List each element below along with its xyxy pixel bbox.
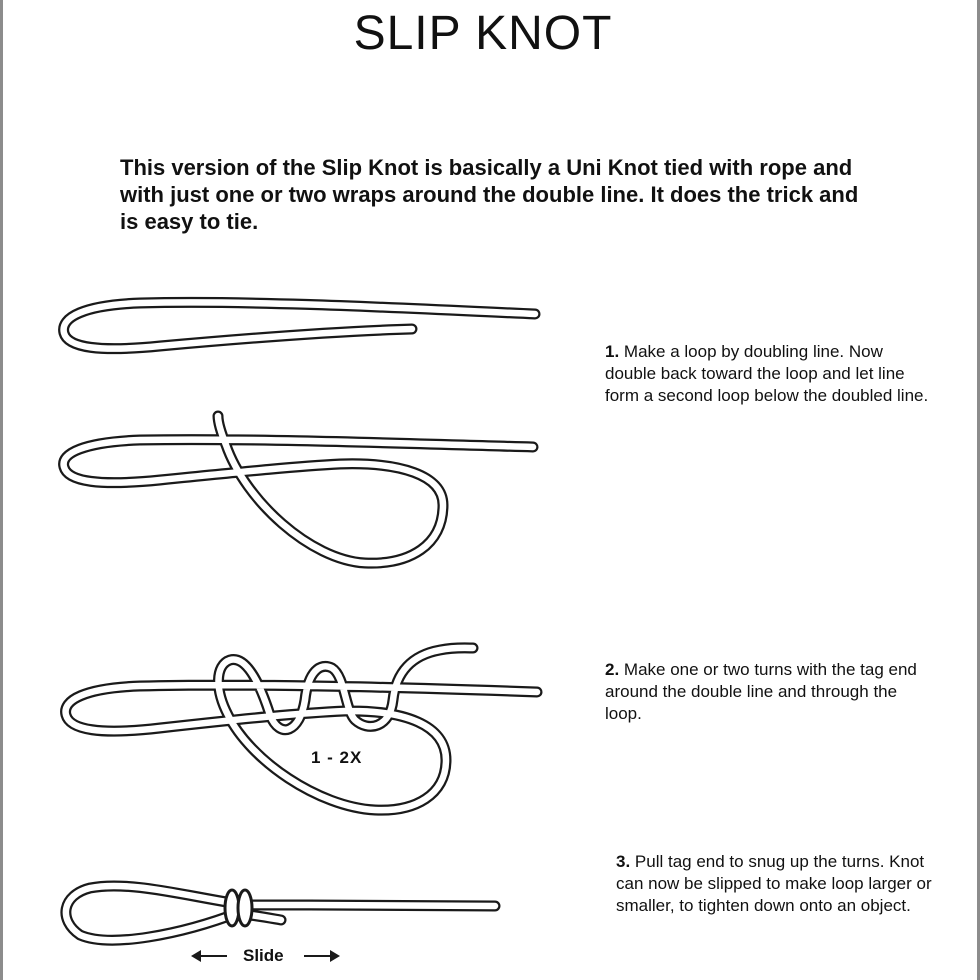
figure-3-wraps	[66, 648, 537, 810]
slide-label: Slide	[243, 946, 284, 965]
figure-4-finished-knot	[66, 886, 495, 940]
step-1-number: 1.	[605, 342, 620, 361]
turns-count-label: 1 - 2X	[311, 748, 363, 767]
step-3-instruction	[616, 851, 946, 917]
step-2-instruction	[605, 659, 935, 725]
step-3-number: 3.	[616, 852, 631, 871]
arrow-right-icon	[304, 955, 338, 957]
step-1-instruction	[605, 341, 935, 407]
step-2-number: 2.	[605, 660, 620, 679]
step-2-text: Make one or two turns with the tag end around the double line and through the loop.	[605, 660, 917, 723]
arrow-left-icon	[193, 955, 227, 957]
figure-2-second-loop	[64, 416, 533, 563]
intro-paragraph: This version of the Slip Knot is basically a Uni Knot tied with rope and with just one or two wraps around the double line. It does the trick and is easy to tie.	[120, 155, 859, 234]
page-title: SLIP KNOT	[353, 7, 613, 60]
figure-1-doubled-loop	[64, 302, 535, 348]
step-1-text: Make a loop by doubling line. Now double back toward the loop and let line form a second loop below the doubled line.	[605, 342, 929, 405]
step-3-text: Pull tag end to snug up the turns. Knot can now be slipped to make loop larger or smaller, to tighten down onto an object.	[616, 852, 932, 915]
